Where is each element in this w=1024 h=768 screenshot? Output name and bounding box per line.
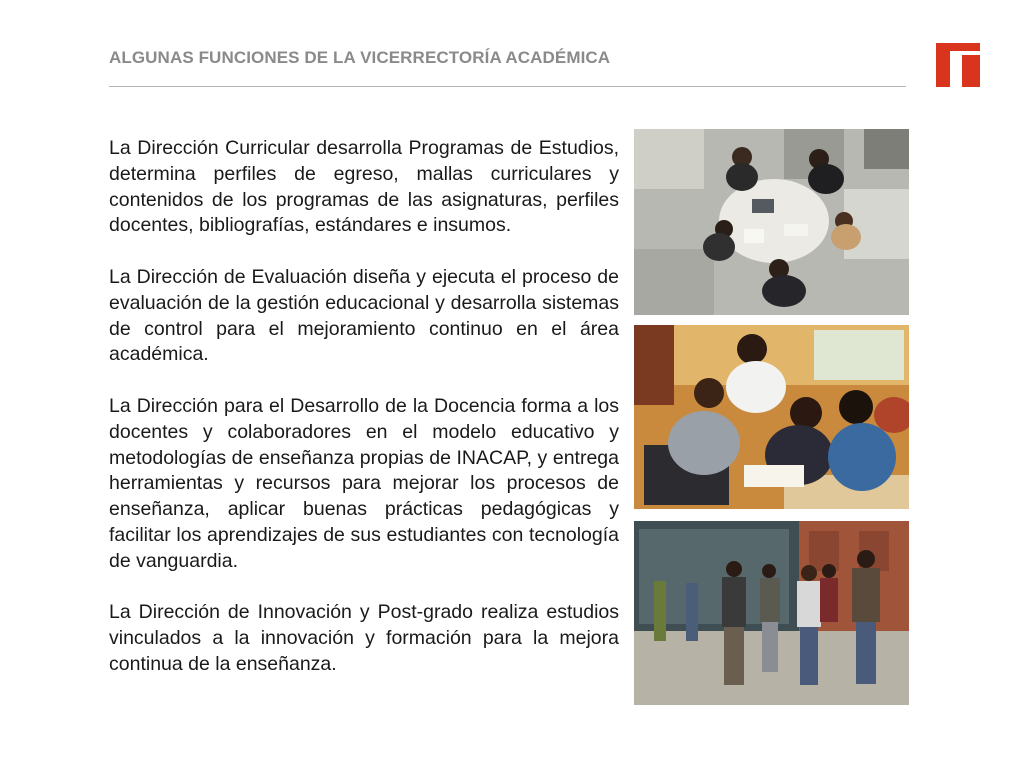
students-studying-photo [634, 325, 909, 509]
meeting-table-photo [634, 129, 909, 315]
paragraph-evaluacion: La Dirección de Evaluación diseña y ejecuta el proceso de evaluación de la gestión educacional y desarrolla sistemas de control para el mejoramiento continuo en el área académica. [109, 265, 619, 366]
body-text [109, 136, 619, 704]
paragraph-docencia: La Dirección para el Desarrollo de la Docencia forma a los docentes y colaboradores en el modelo educativo y metodologías de enseñanza propias de INACAP, y entrega herramientas y recursos para mejorar los procesos de enseñanza, aplicar buenas prácticas pedagógicas y facilitar los aprendizajes de sus estudiantes con tecnología de vanguardia. [109, 394, 619, 572]
slide-title: ALGUNAS FUNCIONES DE LA VICERRECTORÍA ACADÉMICA [109, 48, 611, 67]
title-divider [109, 86, 906, 87]
inacap-logo [936, 43, 980, 87]
paragraph-innovacion: La Dirección de Innovación y Post-grado realiza estudios vinculados a la innovación y formación para la mejora continua de la enseñanza. [109, 601, 619, 675]
paragraph-curricular: La Dirección Curricular desarrolla Programas de Estudios, determina perfiles de egreso, mallas curriculares y contenidos de los programas de las asignaturas, perfiles docentes, bibliografías, estándares e insumos. [109, 137, 619, 237]
campus-walking-photo [634, 521, 909, 705]
